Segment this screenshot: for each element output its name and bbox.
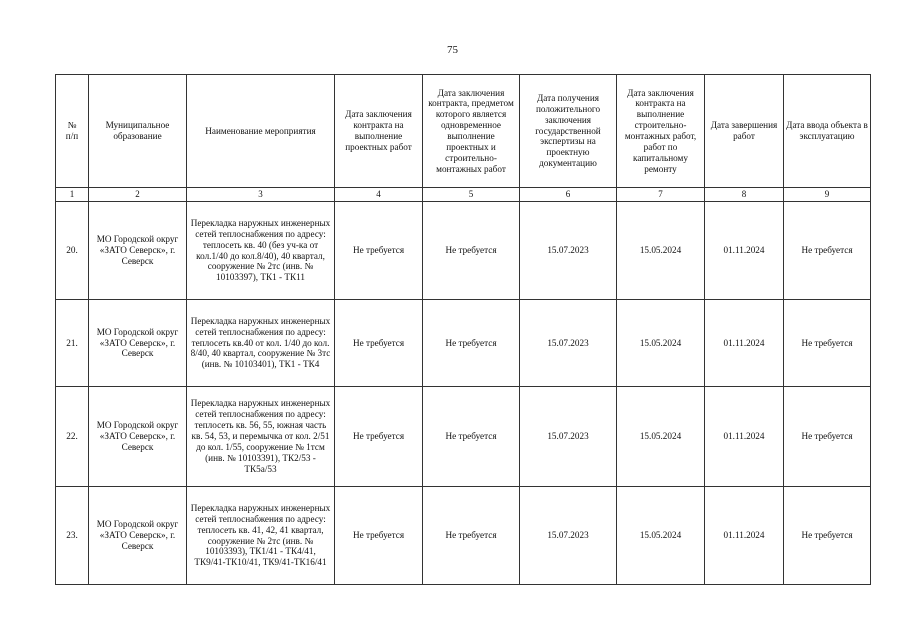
schedule-table — [55, 74, 871, 585]
header-completion-date: Дата завершения работ — [705, 75, 784, 188]
combined-contract-cell: Не требуется — [423, 487, 520, 585]
municipality-cell: МО Городской округ «ЗАТО Северск», г. Северск — [89, 202, 187, 300]
measure-cell: Перекладка наружных инженерных сетей теплоснабжения по адресу: теплосеть кв. 40 (без уч-ка от кол.1/40 до кол.8/40), 40 квартал, сооружение № 2тс (инв. № 10103397), ТК1 - ТК11 — [187, 202, 335, 300]
construction-contract-cell: 15.05.2024 — [617, 202, 705, 300]
header-design-contract: Дата заключения контракта на выполнение проектных работ — [335, 75, 423, 188]
completion-date-cell: 01.11.2024 — [705, 487, 784, 585]
header-row — [56, 75, 871, 188]
column-number: 1 — [56, 188, 89, 202]
table-row — [56, 202, 871, 300]
commissioning-cell: Не требуется — [784, 387, 871, 487]
header-commissioning: Дата ввода объекта в эксплуатацию — [784, 75, 871, 188]
header-measure: Наименование мероприятия — [187, 75, 335, 188]
header-municipality: Муниципальное образование — [89, 75, 187, 188]
row-number: 22. — [56, 387, 89, 487]
design-contract-cell: Не требуется — [335, 202, 423, 300]
page-number: 75 — [447, 44, 458, 56]
column-number: 3 — [187, 188, 335, 202]
combined-contract-cell: Не требуется — [423, 202, 520, 300]
construction-contract-cell: 15.05.2024 — [617, 300, 705, 387]
header-construction-contract: Дата заключения контракта на выполнение строительно-монтажных работ, работ по капитальному ремонту — [617, 75, 705, 188]
construction-contract-cell: 15.05.2024 — [617, 487, 705, 585]
construction-contract-cell: 15.05.2024 — [617, 387, 705, 487]
commissioning-cell: Не требуется — [784, 202, 871, 300]
header-combined-contract: Дата заключения контракта, предметом которого является одновременное выполнение проектных и строительно-монтажных работ — [423, 75, 520, 188]
design-contract-cell: Не требуется — [335, 487, 423, 585]
municipality-cell: МО Городской округ «ЗАТО Северск», г. Северск — [89, 300, 187, 387]
column-number: 7 — [617, 188, 705, 202]
commissioning-cell: Не требуется — [784, 300, 871, 387]
column-number: 8 — [705, 188, 784, 202]
expertise-date-cell: 15.07.2023 — [520, 300, 617, 387]
column-number: 2 — [89, 188, 187, 202]
table-row — [56, 487, 871, 585]
expertise-date-cell: 15.07.2023 — [520, 487, 617, 585]
column-number-row — [56, 188, 871, 202]
column-number: 6 — [520, 188, 617, 202]
completion-date-cell: 01.11.2024 — [705, 387, 784, 487]
design-contract-cell: Не требуется — [335, 300, 423, 387]
header-num: № п/п — [56, 75, 89, 188]
expertise-date-cell: 15.07.2023 — [520, 387, 617, 487]
table-row — [56, 387, 871, 487]
column-number: 4 — [335, 188, 423, 202]
column-number: 9 — [784, 188, 871, 202]
header-expertise-date: Дата получения положительного заключения государственной экспертизы на проектную документацию — [520, 75, 617, 188]
measure-cell: Перекладка наружных инженерных сетей теплоснабжения по адресу: теплосеть кв. 41, 42, 41 квартал, сооружение № 2тс (инв. № 10103393), ТК1/41 - ТК4/41, ТК9/41-ТК10/41, ТК9/41-ТК16/41 — [187, 487, 335, 585]
municipality-cell: МО Городской округ «ЗАТО Северск», г. Северск — [89, 387, 187, 487]
completion-date-cell: 01.11.2024 — [705, 300, 784, 387]
row-number: 20. — [56, 202, 89, 300]
row-number: 23. — [56, 487, 89, 585]
row-number: 21. — [56, 300, 89, 387]
measure-cell: Перекладка наружных инженерных сетей теплоснабжения по адресу: теплосеть кв. 56, 55, южная часть кв. 54, 53, и перемычка от кол. 2/51 до кол. 1/55, сооружение № 1тсм (инв. № 10103391), ТК2/53 - ТК5а/53 — [187, 387, 335, 487]
combined-contract-cell: Не требуется — [423, 300, 520, 387]
completion-date-cell: 01.11.2024 — [705, 202, 784, 300]
municipality-cell: МО Городской округ «ЗАТО Северск», г. Северск — [89, 487, 187, 585]
measure-cell: Перекладка наружных инженерных сетей теплоснабжения по адресу: теплосеть кв.40 от кол. 1/40 до кол. 8/40, 40 квартал, сооружение № 3тс (инв. № 10103401), ТК1 - ТК4 — [187, 300, 335, 387]
table-row — [56, 300, 871, 387]
expertise-date-cell: 15.07.2023 — [520, 202, 617, 300]
column-number: 5 — [423, 188, 520, 202]
combined-contract-cell: Не требуется — [423, 387, 520, 487]
commissioning-cell: Не требуется — [784, 487, 871, 585]
design-contract-cell: Не требуется — [335, 387, 423, 487]
